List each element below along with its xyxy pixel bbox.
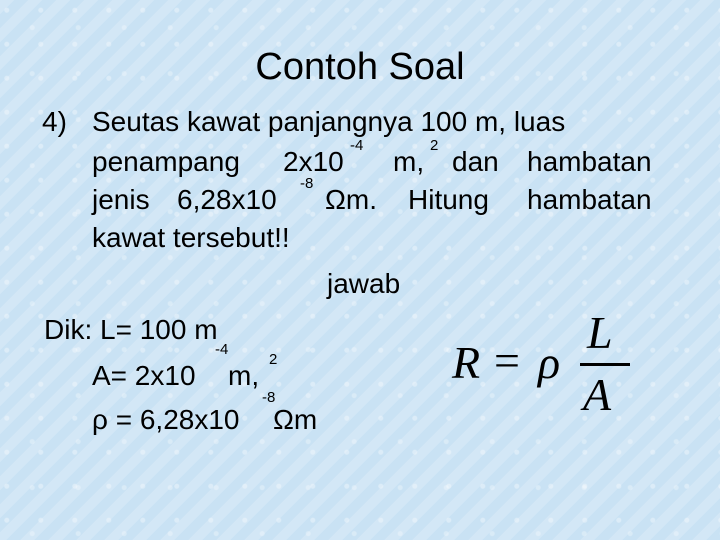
problem-line-3-c: Ωm. <box>325 184 378 215</box>
given-resistivity-exponent: -8 <box>262 389 276 406</box>
problem-number: 4) <box>42 106 67 137</box>
given-resistivity-unit: Ωm <box>273 404 318 435</box>
problem-line-2-c: m, <box>393 146 425 177</box>
given-area-unit: m, <box>228 360 260 391</box>
problem-line-2-squared: 2 <box>430 137 439 154</box>
formula-fraction-bar <box>580 363 630 366</box>
formula-denominator: A <box>583 369 612 420</box>
problem-line-3-e: hambatan <box>527 184 652 215</box>
given-area-squared: 2 <box>269 351 278 368</box>
problem-line-2-b: 2x10 <box>283 146 344 177</box>
answer-label: jawab <box>327 268 401 299</box>
formula-numerator: L <box>587 307 613 358</box>
problem-line-3-exponent: -8 <box>300 175 314 192</box>
slide-title: Contoh Soal <box>255 46 465 88</box>
problem-line-3-a: jenis <box>92 184 150 215</box>
problem-line-1: Seutas kawat panjangnya 100 m, luas <box>92 106 566 137</box>
problem-line-2-e: hambatan <box>527 146 652 177</box>
given-area-exponent: -4 <box>215 341 229 358</box>
problem-line-2-exponent: -4 <box>350 137 364 154</box>
problem-line-4: kawat tersebut!! <box>92 222 290 253</box>
problem-line-3-d: Hitung <box>408 184 489 215</box>
problem-line-3-b: 6,28x10 <box>177 184 277 215</box>
given-resistivity: ρ = 6,28x10 <box>92 404 240 435</box>
formula-rho: ρ <box>538 337 561 388</box>
problem-line-2-d: dan <box>452 146 499 177</box>
problem-line-2-a: penampang <box>92 146 240 177</box>
given-length: Dik: L= 100 m <box>44 314 218 345</box>
given-area: A= 2x10 <box>92 360 196 391</box>
formula-r: R <box>452 337 481 388</box>
formula-equals: = <box>494 335 520 386</box>
